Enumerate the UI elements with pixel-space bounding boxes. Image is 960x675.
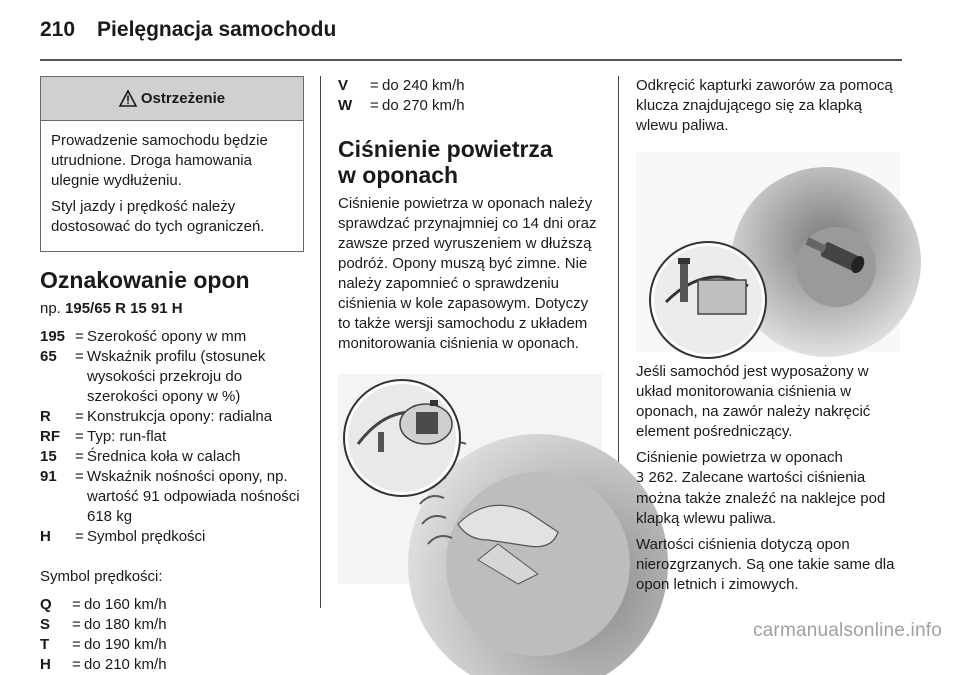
- cold-tyre-paragraph: Wartości ciśnienia dotyczą opon nierozgrzanych. Są one takie same dla opon letnich i zimowych.: [636, 536, 895, 593]
- speed-equals: =: [72, 616, 81, 633]
- definition-term: H: [40, 528, 51, 545]
- speed-equals: =: [370, 77, 379, 94]
- speed-description: do 160 km/h: [84, 596, 167, 613]
- column-middle: [338, 76, 602, 584]
- warning-paragraph: Styl jazdy i prędkość należy dostosować do tych ograniczeń.: [51, 198, 265, 235]
- definition-row: [40, 527, 304, 547]
- valve-adapter-drawing: [636, 152, 900, 352]
- speed-description: do 180 km/h: [84, 616, 167, 633]
- definition-description: Symbol prędkości: [87, 528, 206, 545]
- speed-row: [40, 595, 304, 615]
- speed-description: do 210 km/h: [84, 656, 167, 673]
- speed-term: V: [338, 77, 349, 94]
- reference-prefix: Ciśnienie powietrza w oponach: [636, 449, 843, 466]
- definition-equals: =: [75, 408, 84, 425]
- speed-symbol-intro: Symbol prędkości:: [40, 568, 163, 585]
- column-left: [40, 76, 304, 675]
- valve-adapter-illustration: [636, 152, 900, 352]
- definition-row: [40, 467, 304, 527]
- page-number: 210: [40, 18, 76, 41]
- monitoring-paragraph: Jeśli samochód jest wyposażony w układ monitorowania ciśnienia w oponach, na zawór należy nakręcić element pośredniczący.: [636, 363, 871, 440]
- warning-triangle-icon: [119, 90, 137, 107]
- speed-row: [40, 635, 304, 655]
- definition-row: [40, 347, 304, 407]
- speed-description: do 270 km/h: [382, 97, 465, 114]
- definition-term: 15: [40, 448, 57, 465]
- speed-symbol-list-continued: [338, 76, 602, 116]
- definition-description: Wskaźnik nośności opony, np. wartość 91 odpowiada nośności 618 kg: [87, 468, 300, 525]
- definition-description: Typ: run-flat: [87, 428, 167, 445]
- speed-description: do 240 km/h: [382, 77, 465, 94]
- definition-equals: =: [75, 448, 84, 465]
- warning-title: Ostrzeżenie: [140, 89, 226, 107]
- definition-row: [40, 447, 304, 467]
- watermark: carmanualsonline.info: [752, 620, 942, 641]
- speed-term: H: [40, 656, 51, 673]
- definition-description: Szerokość opony w mm: [87, 328, 247, 345]
- warning-paragraph: Prowadzenie samochodu będzie utrudnione. Droga hamowania ulegnie wydłużeniu.: [51, 132, 268, 189]
- page-reference-arrow-icon[interactable]: 3: [636, 471, 645, 486]
- tyre-code-example: [40, 299, 304, 319]
- speed-term: T: [40, 636, 50, 653]
- definition-equals: =: [75, 428, 84, 445]
- definition-term: R: [40, 408, 51, 425]
- speed-equals: =: [72, 636, 81, 653]
- definition-equals: =: [75, 528, 84, 545]
- unscrew-caps-paragraph: Odkręcić kapturki zaworów za pomocą klucza znajdującego się za klapką wlewu paliwa.: [636, 77, 893, 134]
- definition-row: [40, 407, 304, 427]
- speed-row: [338, 76, 602, 96]
- definition-term: 65: [40, 348, 57, 365]
- header-rule: [40, 59, 902, 61]
- fuel-flap-valve-drawing: [338, 374, 602, 584]
- tyre-pressure-heading: Ciśnienie powietrza w oponach: [338, 136, 553, 188]
- speed-equals: =: [72, 596, 81, 613]
- column-divider: [320, 76, 321, 608]
- warning-header: [41, 77, 303, 121]
- definition-equals: =: [75, 348, 84, 365]
- speed-description: do 190 km/h: [84, 636, 167, 653]
- definition-equals: =: [75, 328, 84, 345]
- speed-term: Q: [40, 596, 52, 613]
- speed-row: [40, 655, 304, 675]
- tyre-code-definitions: [40, 327, 304, 547]
- definition-description: Średnica koła w calach: [87, 448, 241, 465]
- speed-term: W: [338, 97, 353, 114]
- definition-term: 195: [40, 328, 66, 345]
- tyre-marking-heading: Oznakowanie opon: [40, 267, 250, 293]
- definition-equals: =: [75, 468, 84, 485]
- column-right: [636, 76, 900, 595]
- pressure-intro-paragraph: Ciśnienie powietrza w oponach należy sprawdzać przynajmniej co 14 dni oraz zawsze przed wyruszeniem w dłuższą podróż. Opony muszą być zimne. Nie należy zapomnieć o sprawdzeniu ciśnienia w kole zapasowym. Dotyczy to także wersji samochodu z układem monitorowania ciśnienia w oponach.: [338, 195, 597, 352]
- warning-body: [41, 121, 303, 251]
- definition-term: 91: [40, 468, 57, 485]
- example-code: 195/65 R 15 91 H: [65, 300, 183, 317]
- definition-row: [40, 427, 304, 447]
- reference-text: 262. Zalecane wartości ciśnienia można także znaleźć na naklejce pod klapką wlewu paliwa.: [636, 469, 886, 527]
- speed-equals: =: [370, 97, 379, 114]
- definition-description: Konstrukcja opony: radialna: [87, 408, 273, 425]
- definition-row: [40, 327, 304, 347]
- fuel-flap-valve-illustration: [338, 374, 602, 584]
- speed-row: [40, 615, 304, 635]
- section-title: Pielęgnacja samochodu: [97, 18, 337, 41]
- speed-row: [338, 96, 602, 116]
- warning-box: [40, 76, 304, 252]
- speed-equals: =: [72, 656, 81, 673]
- example-prefix: np.: [40, 300, 61, 317]
- speed-term: S: [40, 616, 51, 633]
- definition-description: Wskaźnik profilu (stosunek wysokości przekroju do szerokości opony w %): [87, 348, 266, 405]
- pressure-reference-paragraph: [636, 448, 900, 529]
- speed-symbol-list: [40, 595, 304, 675]
- page-header: [40, 18, 336, 48]
- definition-term: RF: [40, 428, 60, 445]
